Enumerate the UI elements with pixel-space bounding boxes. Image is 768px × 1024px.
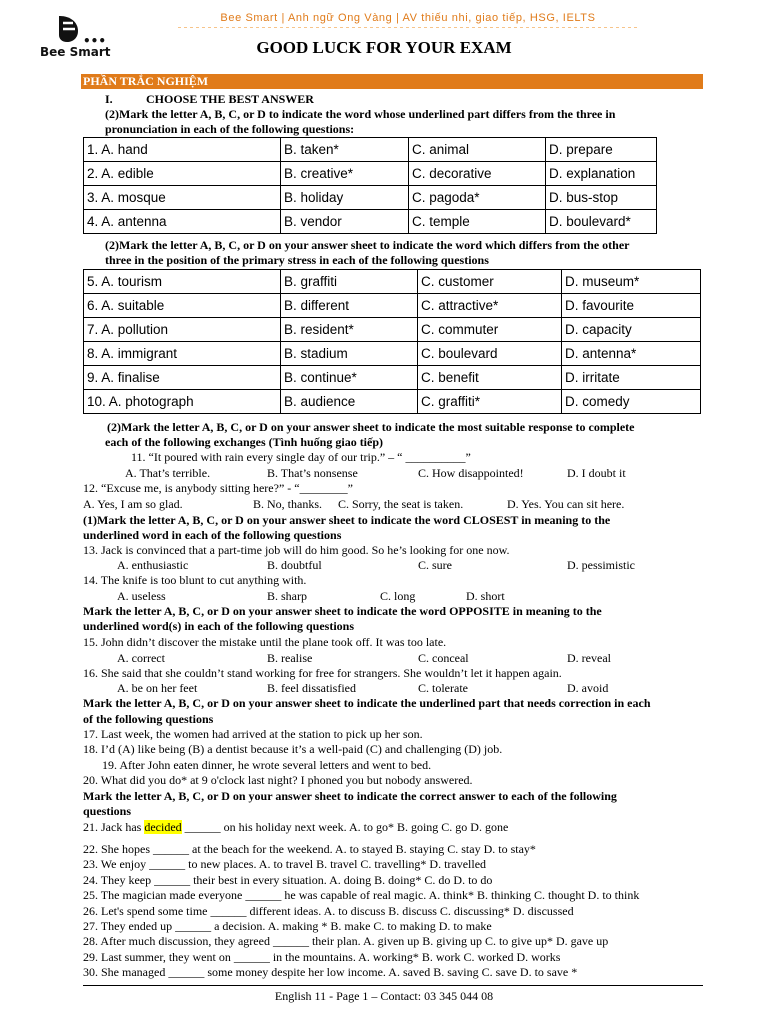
question-19: 19. After John eaten dinner, he wrote several letters and went to bed. xyxy=(102,758,432,772)
option-cell: B. taken* xyxy=(281,138,409,162)
stress-instruction-cont: three in the position of the primary stress in each of the following questions xyxy=(105,253,489,267)
option-cell: B. creative* xyxy=(281,162,409,186)
question-12: 12. “Excuse me, is anybody sitting here?” - “________” xyxy=(83,481,353,495)
option-cell: 3. A. mosque xyxy=(84,186,281,210)
option-cell: B. different xyxy=(281,294,418,318)
q21-prefix: 21. Jack has xyxy=(83,820,145,834)
page-footer: English 11 - Page 1 – Contact: 03 345 044 08 xyxy=(274,989,494,1003)
table-row xyxy=(84,294,701,318)
option-cell: D. boulevard* xyxy=(546,210,657,234)
q14-option-b: B. sharp xyxy=(267,589,307,603)
option-cell: C. boulevard xyxy=(418,342,562,366)
q15-option-a: A. correct xyxy=(117,651,165,665)
section-title: PHẦN TRẮC NGHIỆM xyxy=(83,74,209,88)
heading-number: I. xyxy=(105,92,113,106)
q21-rest: ______ on his holiday next week. A. to go* B. going C. go D. gone xyxy=(181,820,509,834)
question-17: 17. Last week, the women had arrived at the station to pick up her son. xyxy=(83,727,423,741)
question-28: 28. After much discussion, they agreed ______ their plan. A. given up B. giving up C. to give up* D. gave up xyxy=(83,934,609,949)
q15-option-c: C. conceal xyxy=(418,651,469,665)
q14-option-a: A. useless xyxy=(117,589,166,603)
question-24: 24. They keep ______ their best in every situation. A. doing B. doing* C. do D. to do xyxy=(83,872,493,887)
option-cell: D. irritate xyxy=(562,366,701,390)
correct-instruction: Mark the letter A, B, C, or D on your answer sheet to indicate the correct answer to each of the following xyxy=(83,789,617,803)
option-cell: C. attractive* xyxy=(418,294,562,318)
question-16: 16. She said that she couldn’t stand working for free for strangers. She wouldn’t let it happen again. xyxy=(83,666,562,680)
option-cell: B. audience xyxy=(281,390,418,414)
table-row xyxy=(84,162,657,186)
q13-option-c: C. sure xyxy=(418,558,452,572)
question-25: 25. The magician made everyone ______ he was capable of real magic. A. think* B. thinking C. thought D. to think xyxy=(83,888,640,903)
option-cell: D. capacity xyxy=(562,318,701,342)
pron-instruction-cont: pronunciation in each of the following questions: xyxy=(105,122,355,136)
option-cell: C. animal xyxy=(409,138,546,162)
q15-option-d: D. reveal xyxy=(567,651,611,665)
q12-option-c: C. Sorry, the seat is taken. xyxy=(338,497,464,511)
q15-option-b: B. realise xyxy=(267,651,313,665)
question-18: 18. I’d (A) like being (B) a dentist because it’s a well-paid (C) and challenging (D) job. xyxy=(83,742,503,756)
question-23: 23. We enjoy ______ to new places. A. to travel B. travel C. travelling* D. travelled xyxy=(83,857,487,872)
option-cell: B. holiday xyxy=(281,186,409,210)
option-cell: D. museum* xyxy=(562,270,701,294)
q12-option-d: D. Yes. You can sit here. xyxy=(507,497,625,511)
question-27: 27. They ended up ______ a decision. A. making * B. make C. to making D. to make xyxy=(83,919,492,933)
q16-option-d: D. avoid xyxy=(567,681,609,695)
q13-option-d: D. pessimistic xyxy=(567,558,635,572)
question-30: 30. She managed ______ some money despite her low income. A. saved B. saving C. save D. to save * xyxy=(83,965,578,980)
brand-dots: ••• xyxy=(83,34,107,48)
exchange-instruction: (2)Mark the letter A, B, C, or D on your answer sheet to indicate the most suitable response to complete xyxy=(107,420,635,434)
question-26: 26. Let's spend some time ______ different ideas. A. to discuss B. discuss C. discussing* D. discussed xyxy=(83,903,574,918)
table-row xyxy=(84,138,657,162)
option-cell: C. graffiti* xyxy=(418,390,562,414)
q16-option-c: C. tolerate xyxy=(418,681,468,695)
q12-option-a: A. Yes, I am so glad. xyxy=(83,497,183,511)
stress-table xyxy=(83,269,701,414)
option-cell: 7. A. pollution xyxy=(84,318,281,342)
pronunciation-table xyxy=(83,137,657,234)
closest-instruction-cont: underlined word in each of the following questions xyxy=(83,528,342,542)
option-cell: C. commuter xyxy=(418,318,562,342)
correction-instruction: Mark the letter A, B, C, or D on your answer sheet to indicate the underlined part that needs correction in each xyxy=(83,696,651,710)
q16-option-a: A. be on her feet xyxy=(117,681,198,695)
q14-option-d: D. short xyxy=(466,589,505,603)
question-22: 22. She hopes ______ at the beach for the weekend. A. to stayed B. staying C. stay D. to stay* xyxy=(83,842,536,856)
q11-option-d: D. I doubt it xyxy=(567,466,626,480)
header-banner: Bee Smart | Anh ngữ Ong Vàng | AV thiếu nhi, giao tiếp, HSG, IELTS xyxy=(178,12,638,28)
option-cell: C. customer xyxy=(418,270,562,294)
option-cell: B. graffiti xyxy=(281,270,418,294)
stress-instruction: (2)Mark the letter A, B, C, or D on your answer sheet to indicate the word which differs from the other xyxy=(105,238,630,252)
q11-option-b: B. That’s nonsense xyxy=(267,466,358,480)
option-cell: 8. A. immigrant xyxy=(84,342,281,366)
option-cell: B. stadium xyxy=(281,342,418,366)
q12-option-b: B. No, thanks. xyxy=(253,497,322,511)
table-row xyxy=(84,270,701,294)
correct-instruction-cont: questions xyxy=(83,804,132,818)
option-cell: B. continue* xyxy=(281,366,418,390)
footer-divider xyxy=(83,985,703,986)
question-13: 13. Jack is convinced that a part-time job will do him good. So he’s looking for one now. xyxy=(83,543,510,557)
option-cell: 10. A. photograph xyxy=(84,390,281,414)
question-14: 14. The knife is too blunt to cut anything with. xyxy=(83,573,307,587)
question-21 xyxy=(83,820,508,835)
question-11: 11. “It poured with rain every single day of our trip.” – “ __________” xyxy=(131,450,471,464)
closest-instruction: (1)Mark the letter A, B, C, or D on your answer sheet to indicate the word CLOSEST in meaning to the xyxy=(83,513,611,527)
opposite-instruction-cont: underlined word(s) in each of the following questions xyxy=(83,619,355,633)
opposite-instruction: Mark the letter A, B, C, or D on your answer sheet to indicate the word OPPOSITE in meaning to the xyxy=(83,604,602,618)
question-29: 29. Last summer, they went on ______ in the mountains. A. working* B. work C. worked D. works xyxy=(83,949,561,964)
option-cell: D. comedy xyxy=(562,390,701,414)
option-cell: B. vendor xyxy=(281,210,409,234)
section-bar xyxy=(81,74,703,89)
q11-option-c: C. How disappointed! xyxy=(418,466,524,480)
table-row xyxy=(84,318,701,342)
table-row xyxy=(84,390,701,414)
option-cell: 6. A. suitable xyxy=(84,294,281,318)
option-cell: D. favourite xyxy=(562,294,701,318)
q13-option-a: A. enthusiastic xyxy=(117,558,189,572)
q13-option-b: B. doubtful xyxy=(267,558,322,572)
table-row xyxy=(84,186,657,210)
option-cell: 5. A. tourism xyxy=(84,270,281,294)
q14-option-c: C. long xyxy=(380,589,416,603)
heading-text: CHOOSE THE BEST ANSWER xyxy=(146,92,314,106)
option-cell: 2. A. edible xyxy=(84,162,281,186)
option-cell: D. antenna* xyxy=(562,342,701,366)
highlighted-word: decided xyxy=(144,820,182,834)
option-cell: D. explanation xyxy=(546,162,657,186)
pron-instruction: (2)Mark the letter A, B, C, or D to indicate the word whose underlined part differs from the three in xyxy=(105,107,616,121)
option-cell: C. pagoda* xyxy=(409,186,546,210)
option-cell: C. temple xyxy=(409,210,546,234)
exchange-instruction-cont: each of the following exchanges (Tình huống giao tiếp) xyxy=(105,435,384,449)
table-row xyxy=(84,342,701,366)
question-15: 15. John didn’t discover the mistake until the plane took off. It was too late. xyxy=(83,635,447,649)
option-cell: 1. A. hand xyxy=(84,138,281,162)
option-cell: 4. A. antenna xyxy=(84,210,281,234)
q11-option-a: A. That’s terrible. xyxy=(125,466,211,480)
option-cell: 9. A. finalise xyxy=(84,366,281,390)
page-title: GOOD LUCK FOR YOUR EXAM xyxy=(256,38,512,57)
question-20: 20. What did you do* at 9 o'clock last night? I phoned you but nobody answered. xyxy=(83,773,473,787)
option-cell: D. bus-stop xyxy=(546,186,657,210)
option-cell: C. decorative xyxy=(409,162,546,186)
option-cell: B. resident* xyxy=(281,318,418,342)
q16-option-b: B. feel dissatisfied xyxy=(267,681,356,695)
option-cell: D. prepare xyxy=(546,138,657,162)
correction-instruction-cont: of the following questions xyxy=(83,712,214,726)
table-row xyxy=(84,366,701,390)
brand-name: Bee Smart xyxy=(40,45,111,59)
option-cell: C. benefit xyxy=(418,366,562,390)
table-row xyxy=(84,210,657,234)
